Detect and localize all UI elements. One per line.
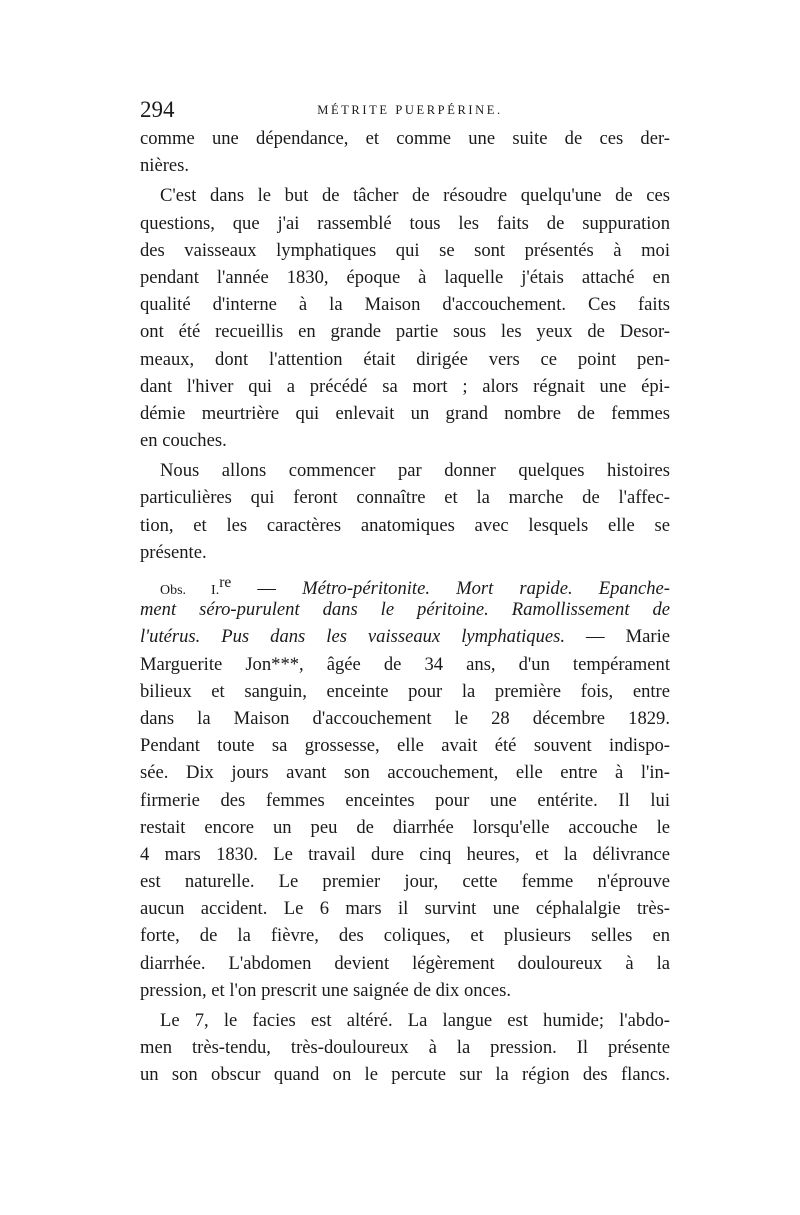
text-line: restait encore un peu de diarrhée lorsqu'elle accouche le xyxy=(140,816,670,838)
observation-title-line: ment séro-purulent dans le péritoine. Ramollissement de xyxy=(140,599,670,621)
text-line: comme une dépendance, et comme une suite de ces der- xyxy=(140,128,670,149)
text-line: pendant l'année 1830, époque à laquelle j'étais attaché en xyxy=(140,266,670,288)
observation-label-sup: re xyxy=(219,574,232,591)
text-line: des vaisseaux lymphatiques qui se sont présentés à moi xyxy=(140,239,670,261)
text-line: nières. xyxy=(140,155,190,177)
text-line: forte, de la fièvre, des coliques, et plusieurs selles en xyxy=(140,925,670,947)
text-line: dans la Maison d'accouchement le 28 décembre 1829. xyxy=(140,707,670,729)
text-line: particulières qui feront connaître et la marche de l'affec- xyxy=(140,487,670,509)
text-line: démie meurtrière qui enlevait un grand nombre de femmes xyxy=(140,402,670,424)
observation-title-line xyxy=(140,623,670,650)
body-text xyxy=(140,125,670,1089)
text-line: firmerie des femmes enceintes pour une entérite. Il lui xyxy=(140,789,670,811)
text-line: bilieux et sanguin, enceinte pour la première fois, entre xyxy=(140,680,670,702)
text-line: dant l'hiver qui a précédé sa mort ; alors régnait une épi- xyxy=(140,375,670,397)
text-line: questions, que j'ai rassemblé tous les faits de suppuration xyxy=(140,212,670,234)
text-line: tion, et les caractères anatomiques avec lesquels elle se xyxy=(140,514,670,536)
observation-title: Métro-péritonite. Mort rapide. Epanche- xyxy=(302,578,670,600)
text-line: Marguerite Jon***, âgée de 34 ans, d'un tempérament xyxy=(140,653,670,675)
text-line: sée. Dix jours avant son accouchement, elle entre à l'in- xyxy=(140,762,670,784)
running-title: MÉTRITE PUERPÉRINE. xyxy=(317,103,503,117)
text-line: Nous allons commencer par donner quelques histoires xyxy=(160,460,670,482)
text-line: Pendant toute sa grossesse, elle avait été souvent indispo- xyxy=(140,735,670,757)
text-line: ont été recueillis en grande partie sous les yeux de Desor- xyxy=(140,321,670,343)
text-line: 4 mars 1830. Le travail dure cinq heures, et la délivrance xyxy=(140,843,670,865)
observation-text-start: — Marie xyxy=(565,626,670,648)
text-line: un son obscur quand on le percute sur la région des flancs. xyxy=(140,1064,670,1086)
text-line: Le 7, le facies est altéré. La langue est humide; l'abdo- xyxy=(160,1010,670,1031)
text-line: pression, et l'on prescrit une saignée de dix onces. xyxy=(140,979,511,1001)
observation-dash: — xyxy=(231,578,303,600)
text-line: présente. xyxy=(140,541,207,563)
text-line: C'est dans le but de tâcher de résoudre quelqu'une de ces xyxy=(160,185,670,207)
text-line: est naturelle. Le premier jour, cette femme n'éprouve xyxy=(140,871,670,893)
observation-heading-line xyxy=(140,569,670,600)
text-line: qualité d'interne à la Maison d'accouchement. Ces faits xyxy=(140,294,670,316)
text-line: diarrhée. L'abdomen devient légèrement douloureux à la xyxy=(140,952,670,974)
observation-title-end: l'utérus. Pus dans les vaisseaux lymphatiques. xyxy=(140,626,566,648)
text-line: men très-tendu, très-douloureux à la pression. Il présente xyxy=(140,1037,670,1059)
text-line: aucun accident. Le 6 mars il survint une céphalalgie très- xyxy=(140,898,670,920)
text-line: en couches. xyxy=(140,430,227,452)
text-line: meaux, dont l'attention était dirigée vers ce point pen- xyxy=(140,348,670,370)
page-number: 294 xyxy=(140,97,175,122)
page-header xyxy=(140,96,680,124)
observation-label: Obs. I. xyxy=(160,583,220,599)
